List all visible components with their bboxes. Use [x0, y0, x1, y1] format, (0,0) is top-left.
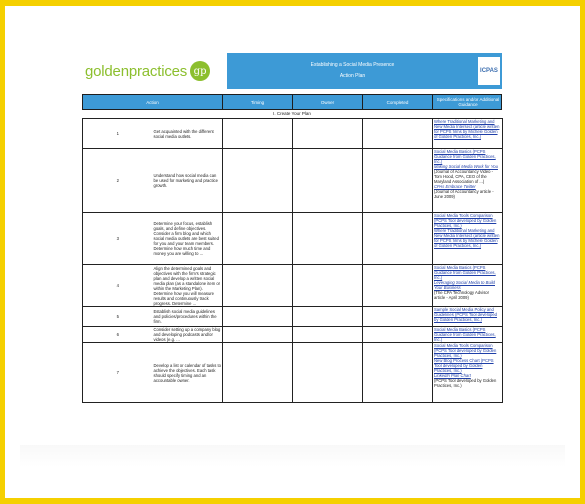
frame-bottom [0, 498, 585, 504]
logo-text: goldenpractices [85, 62, 188, 80]
header-timing: Timing [223, 95, 293, 109]
header-owner: Owner [293, 95, 363, 109]
header-guidance: Specifications and/or Additional Guidance [436, 97, 500, 107]
header-banner [82, 53, 502, 89]
guidance-link[interactable]: New Blog Process Chart (PCPS Tool developed by Golden Practices, Inc.) [434, 358, 494, 373]
golden-practices-logo [82, 53, 227, 89]
timing-cell[interactable] [223, 307, 293, 327]
header-completed: Completed [363, 95, 433, 109]
guidance-link[interactable]: Where Traditional Marketing and New Media Intersect (article written for PCPS firms by Michele Golden of Golden Practices, Inc.) [434, 228, 500, 248]
section-title: I. Create Your Plan [273, 111, 311, 116]
owner-cell[interactable] [293, 119, 363, 149]
row-action-text: Align the determined goals and objectives with the firm's strategic plan and develop a written social media plan (as a standalone item or within the Marketing Plan). Determine how you will measure results and continuously track progress. Determine ... [153, 265, 223, 307]
guidance-link[interactable]: Leveraging Social Media to Build Your Business [434, 280, 495, 290]
row-number: 4 [83, 265, 153, 307]
document-sheet [82, 53, 502, 403]
guidance-note: (Journal of Accountancy Video - Tom Hood, CPA, CEO of the Maryland Association of ...) [434, 169, 494, 184]
timing-cell[interactable] [223, 149, 293, 213]
completed-cell[interactable] [363, 119, 433, 149]
owner-cell[interactable] [293, 307, 363, 327]
owner-cell[interactable] [293, 265, 363, 307]
guidance-link[interactable]: Social Media Tools Comparison (PCPS Tool developed by Golden Practices, Inc.) [434, 343, 497, 358]
guidance-cell [433, 149, 503, 213]
row-action-text: Determine your focus, establish goals, and define objectives. Consider a firm blog and which social media outlets are best suited for you and your team members. Determine how much time and money you are willing to ... [153, 213, 223, 265]
guidance-cell [433, 265, 503, 307]
completed-cell[interactable] [363, 343, 433, 403]
guidance-note: (The CPA Technology Advisor article - April 2009) [434, 290, 490, 300]
owner-cell[interactable] [293, 343, 363, 403]
guidance-cell [433, 327, 503, 343]
completed-cell[interactable] [363, 149, 433, 213]
icpas-logo [478, 57, 500, 85]
row-number: 3 [83, 213, 153, 265]
timing-cell[interactable] [223, 343, 293, 403]
table-row [83, 343, 503, 403]
document-title: Establishing a Social Media Presence [310, 62, 395, 68]
page-reflection [20, 445, 565, 467]
row-action-text: Establish social media guidelines and policies/procedures within the firm. [153, 307, 223, 327]
completed-cell[interactable] [363, 213, 433, 265]
frame-right [580, 0, 585, 504]
row-action-text: Develop a list or calendar of tasks to achieve the objectives. Each task should specify timing and an accountable owner. [153, 343, 223, 403]
timing-cell[interactable] [223, 327, 293, 343]
table-row [83, 213, 503, 265]
completed-cell[interactable] [363, 327, 433, 343]
owner-cell[interactable] [293, 213, 363, 265]
logo-badge-icon: gp [190, 61, 210, 81]
guidance-cell [433, 119, 503, 149]
row-action-text: Consider setting up a company blog and developing podcasts and/or videos (e.g. ... [153, 327, 223, 343]
guidance-cell [433, 343, 503, 403]
table-row [83, 119, 503, 149]
guidance-link[interactable]: Social Media Basics (PCPS Guidance from Golden Practices, Inc.) [434, 327, 496, 342]
document-subtitle: Action Plan [339, 73, 366, 79]
header-action: Action [83, 95, 223, 109]
guidance-link[interactable]: Social Media Basics (PCPS Guidance from Golden Practices, Inc.) [434, 265, 496, 280]
icpas-logo-text: ICPAS [480, 68, 498, 74]
guidance-link[interactable]: Sample Social Media Policy and Guidelines (PCPS Tool developed by Golden Practices, Inc.) [434, 307, 498, 322]
banner-titles [227, 53, 478, 89]
owner-cell[interactable] [293, 149, 363, 213]
frame-top [0, 0, 585, 6]
row-number: 7 [83, 343, 153, 403]
completed-cell[interactable] [363, 265, 433, 307]
owner-cell[interactable] [293, 327, 363, 343]
table-row [83, 265, 503, 307]
row-action-text: Get acquainted with the different social media outlets. [153, 119, 223, 149]
row-number: 2 [83, 149, 153, 213]
frame-left [0, 0, 5, 504]
guidance-link[interactable]: Social Media Tools Comparison (PCPS Tool developed by Golden Practices, Inc.) [434, 213, 497, 228]
action-plan-table [82, 118, 503, 403]
row-number: 6 [83, 327, 153, 343]
guidance-link[interactable]: Social Media Basics (PCPS Guidance from Golden Practices, Inc.) [434, 149, 496, 164]
table-row [83, 149, 503, 213]
guidance-cell [433, 213, 503, 265]
table-row [83, 307, 503, 327]
row-number: 5 [83, 307, 153, 327]
guidance-note: (Journal of Accountancy article - June 2009) [434, 189, 494, 199]
guidance-cell [433, 307, 503, 327]
guidance-link[interactable]: Making Social Media Work for You [434, 164, 498, 169]
table-header [82, 94, 502, 110]
guidance-link[interactable]: Where Traditional Marketing and New Media Intersect (article written for PCPS firms by Michele Golden of Golden Practices, Inc.) [434, 119, 500, 139]
timing-cell[interactable] [223, 119, 293, 149]
guidance-link[interactable]: LinkedIn Plan Chart [434, 373, 471, 378]
timing-cell[interactable] [223, 213, 293, 265]
table-row [83, 327, 503, 343]
row-number: 1 [83, 119, 153, 149]
guidance-link[interactable]: CPAs Embrace Twitter [434, 184, 476, 189]
completed-cell[interactable] [363, 307, 433, 327]
timing-cell[interactable] [223, 265, 293, 307]
guidance-note: (PCPS Tool developed by Golden Practices, Inc.) [434, 378, 497, 388]
row-action-text: Understand how social media can be used for marketing and practice growth. [153, 149, 223, 213]
